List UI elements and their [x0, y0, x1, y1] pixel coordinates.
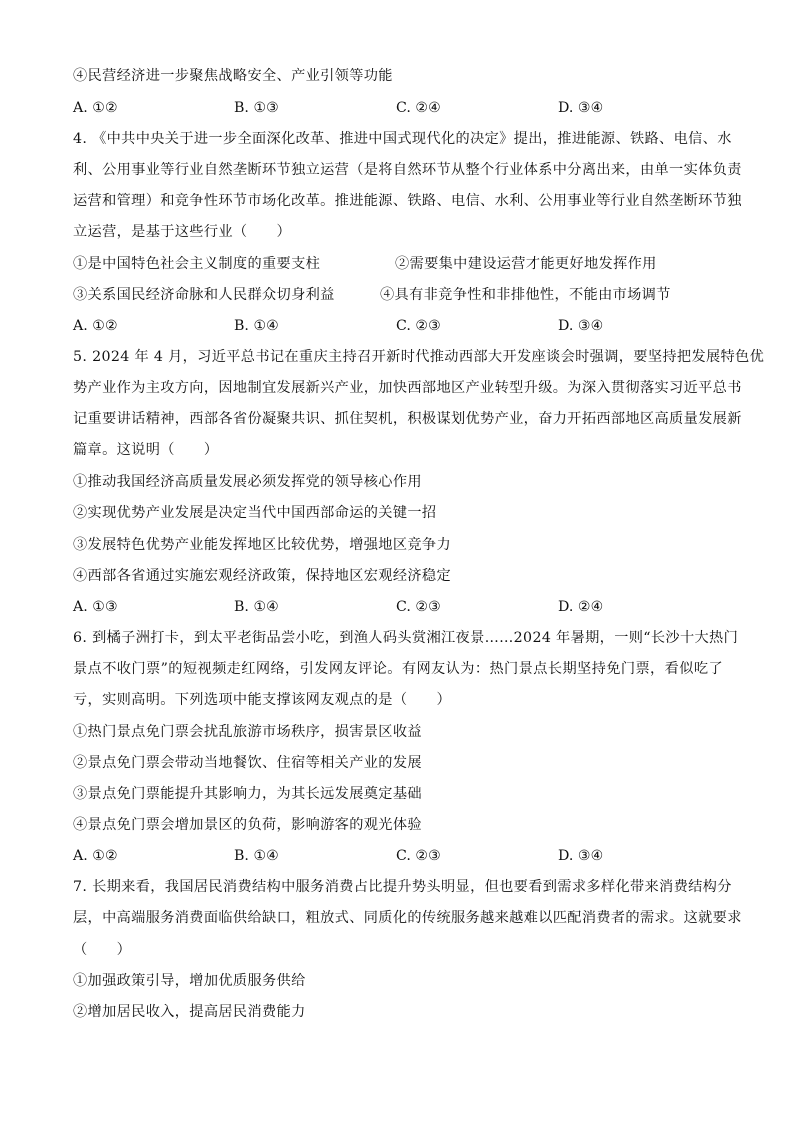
q4-items-row-1: [73, 254, 723, 274]
q6-option-c: C. ②③: [396, 848, 441, 864]
q6-options: [73, 846, 723, 866]
q3-options: [73, 98, 723, 118]
q4-stem-line-1: 4. 《中共中央关于进一步全面深化改革、推进中国式现代化的决定》提出，推进能源、铁路、电信、水: [73, 131, 732, 147]
q6-option-b: B. ①④: [234, 848, 279, 864]
q4-item-2: ②需要集中建设运营才能更好地发挥作用: [395, 256, 657, 272]
q5-option-c: C. ②③: [396, 599, 441, 615]
q4-stem-line-4: 立运营，是基于这些行业（ ）: [73, 224, 292, 240]
q3-option-d: D. ③④: [558, 100, 604, 116]
q7-stem-line-3: （ ）: [73, 942, 132, 958]
q5-stem-line-3: 记重要讲话精神，西部各省份凝聚共识、抓住契机，积极谋划优势产业，奋力开拓西部地区高质量发展新: [73, 411, 742, 427]
q4-option-b: B. ①④: [234, 318, 279, 334]
q7-stem-line-1: 7. 长期来看，我国居民消费结构中服务消费占比提升势头明显，但也要看到需求多样化带来消费结构分: [73, 879, 732, 895]
q4-item-4: ④具有非竞争性和非排他性，不能由市场调节: [380, 287, 671, 303]
q5-item-4: ④西部各省通过实施宏观经济政策，保持地区宏观经济稳定: [73, 568, 451, 584]
q7-stem-line-2: 层，中高端服务消费面临供给缺口，粗放式、同质化的传统服务越来越难以匹配消费者的需求。这就要求: [73, 910, 742, 926]
q5-stem-line-1: 5. 2024 年 4 月，习近平总书记在重庆主持召开新时代推动西部大开发座谈会时强调，要坚持把发展特色优: [73, 349, 765, 365]
q4-stem-line-2: 利、公用事业等行业自然垄断环节独立运营（是将自然环节从整个行业体系中分离出来，由单一实体负责: [73, 162, 742, 178]
q5-option-d: D. ②④: [558, 599, 604, 615]
q4-option-d: D. ③④: [558, 318, 604, 334]
q3-option-a: A. ①②: [73, 100, 118, 116]
q4-item-1: ①是中国特色社会主义制度的重要支柱: [73, 256, 321, 272]
q4-options: [73, 316, 723, 336]
q5-item-2: ②实现优势产业发展是决定当代中国西部命运的关键一招: [73, 505, 437, 521]
q5-item-3: ③发展特色优势产业能发挥地区比较优势，增强地区竞争力: [73, 537, 451, 553]
q7-item-2: ②增加居民收入，提高居民消费能力: [73, 1004, 306, 1020]
q5-option-a: A. ①③: [73, 599, 118, 615]
q6-stem-line-2: 景点不收门票”的短视频走红网络，引发网友评论。有网友认为：热门景点长期坚持免门票，看似吃了: [73, 661, 723, 677]
q5-options: [73, 597, 723, 617]
q3-option-b: B. ①③: [234, 100, 279, 116]
q5-item-1: ①推动我国经济高质量发展必须发挥党的领导核心作用: [73, 474, 422, 490]
q4-items-row-2: [73, 285, 723, 305]
q4-stem-line-3: 运营和管理）和竞争性环节市场化改革。推进能源、铁路、电信、水利、公用事业等行业自然垄断环节独: [73, 193, 742, 209]
q3-item-4: ④民营经济进一步聚焦战略安全、产业引领等功能: [73, 68, 393, 84]
q5-stem-line-2: 势产业作为主攻方向，因地制宜发展新兴产业，加快西部地区产业转型升级。为深入贯彻落实习近平总书: [73, 380, 742, 396]
q6-item-1: ①热门景点免门票会扰乱旅游市场秩序，损害景区收益: [73, 724, 422, 740]
q6-stem-line-1: 6. 到橘子洲打卡，到太平老街品尝小吃，到渔人码头赏湘江夜景……2024 年暑期，一则“长沙十大热门: [73, 630, 739, 646]
q6-option-a: A. ①②: [73, 848, 118, 864]
q7-item-1: ①加强政策引导，增加优质服务供给: [73, 973, 306, 989]
q6-item-3: ③景点免门票能提升其影响力，为其长远发展奠定基础: [73, 786, 422, 802]
q3-option-c: C. ②④: [396, 100, 441, 116]
q5-option-b: B. ①④: [234, 599, 279, 615]
q4-option-c: C. ②③: [396, 318, 441, 334]
q5-stem-line-4: 篇章。这说明（ ）: [73, 442, 219, 458]
q4-option-a: A. ①②: [73, 318, 118, 334]
q6-option-d: D. ③④: [558, 848, 604, 864]
q6-stem-line-3: 亏，实则高明。下列选项中能支撑该网友观点的是（ ）: [73, 692, 451, 708]
q4-item-3: ③关系国民经济命脉和人民群众切身利益: [73, 287, 335, 303]
q6-item-4: ④景点免门票会增加景区的负荷，影响游客的观光体验: [73, 817, 422, 833]
q6-item-2: ②景点免门票会带动当地餐饮、住宿等相关产业的发展: [73, 755, 422, 771]
